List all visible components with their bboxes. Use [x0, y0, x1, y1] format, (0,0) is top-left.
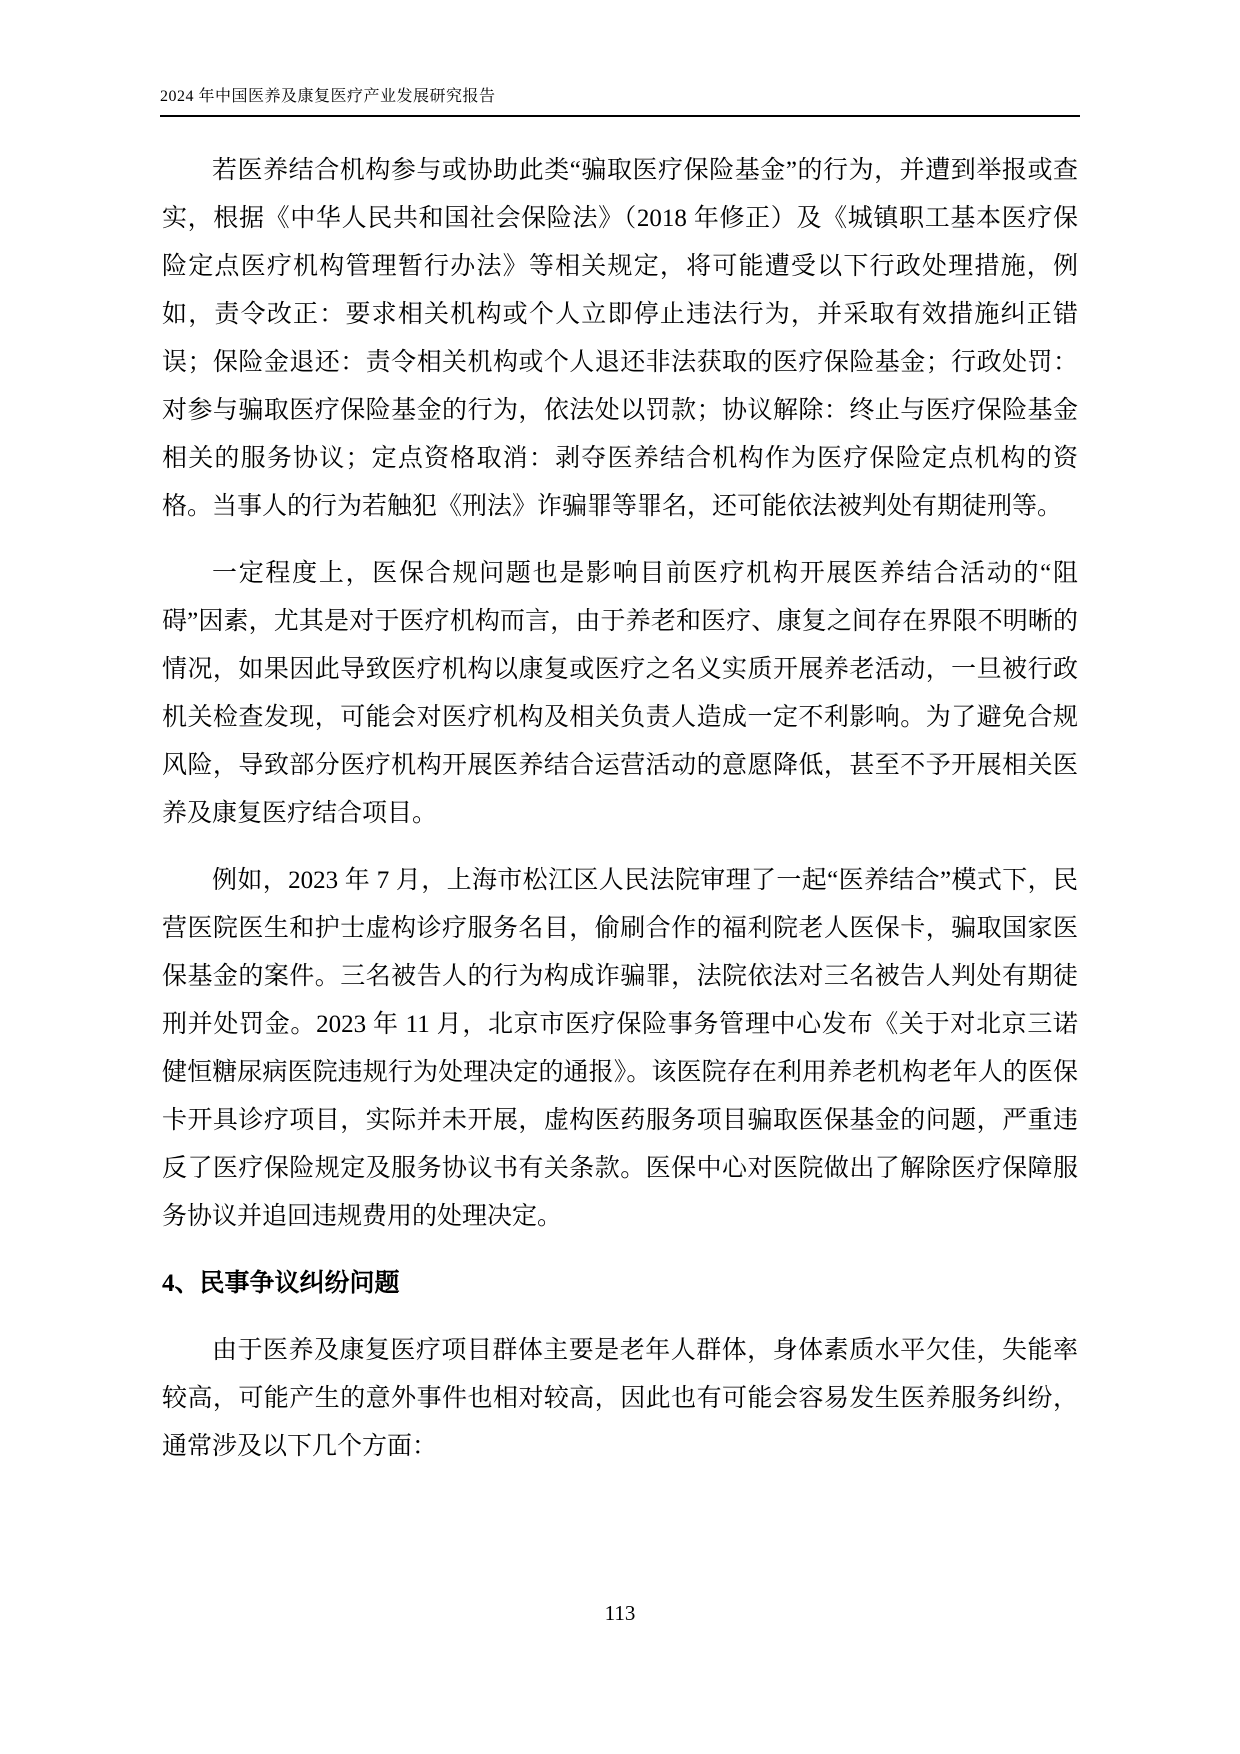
page-footer	[0, 1601, 1240, 1625]
paragraph-medical-insurance-penalties: 若医养结合机构参与或协助此类“骗取医疗保险基金”的行为，并遭到举报或查实，根据《中华人民共和国社会保险法》（2018 年修正）及《城镇职工基本医疗保险定点医疗机构管理暂行办法》等相关规定，将可能遭受以下行政处理措施，例如，责令改正：要求相关机构或个人立即停止违法行为，并采取有效措施纠正错误；保险金退还：责令相关机构或个人退还非法获取的医疗保险基金；行政处罚：对参与骗取医疗保险基金的行为，依法处以罚款；协议解除：终止与医疗保险基金相关的服务协议；定点资格取消：剥夺医养结合机构作为医疗保险定点机构的资格。当事人的行为若触犯《刑法》诈骗罪等罪名，还可能依法被判处有期徒刑等。	[162, 157, 1078, 520]
page-number: 113	[604, 1601, 636, 1625]
paragraph-elderly-dispute-risk: 由于医养及康复医疗项目群体主要是老年人群体，身体素质水平欠佳，失能率较高，可能产生的意外事件也相对较高，因此也有可能会容易发生医养服务纠纷，通常涉及以下几个方面：	[162, 1337, 1078, 1460]
section-heading-civil-disputes: 4、民事争议纠纷问题	[162, 1270, 400, 1297]
page-header	[160, 88, 1080, 117]
paragraph-compliance-obstacle: 一定程度上，医保合规问题也是影响目前医疗机构开展医养结合活动的“阻碍”因素，尤其是对于医疗机构而言，由于养老和医疗、康复之间存在界限不明晰的情况，如果因此导致医疗机构以康复或医疗之名义实质开展养老活动，一旦被行政机关检查发现，可能会对医疗机构及相关负责人造成一定不利影响。为了避免合规风险，导致部分医疗机构开展医养结合运营活动的意愿降低，甚至不予开展相关医养及康复医疗结合项目。	[162, 560, 1078, 827]
paragraph-case-examples: 例如，2023 年 7 月，上海市松江区人民法院审理了一起“医养结合”模式下，民营医院医生和护士虚构诊疗服务名目，偷刷合作的福利院老人医保卡，骗取国家医保基金的案件。三名被告人的行为构成诈骗罪，法院依法对三名被告人判处有期徒刑并处罚金。2023 年 11 月，北京市医疗保险事务管理中心发布《关于对北京三诺健恒糖尿病医院违规行为处理决定的通报》。该医院存在利用养老机构老年人的医保卡开具诊疗项目，实际并未开展，虚构医药服务项目骗取医保基金的问题，严重违反了医疗保险规定及服务协议书有关条款。医保中心对医院做出了解除医疗保障服务协议并追回违规费用的处理决定。	[162, 867, 1078, 1230]
running-header-title: 2024 年中国医养及康复医疗产业发展研究报告	[160, 88, 496, 105]
document-body	[162, 147, 1078, 1490]
